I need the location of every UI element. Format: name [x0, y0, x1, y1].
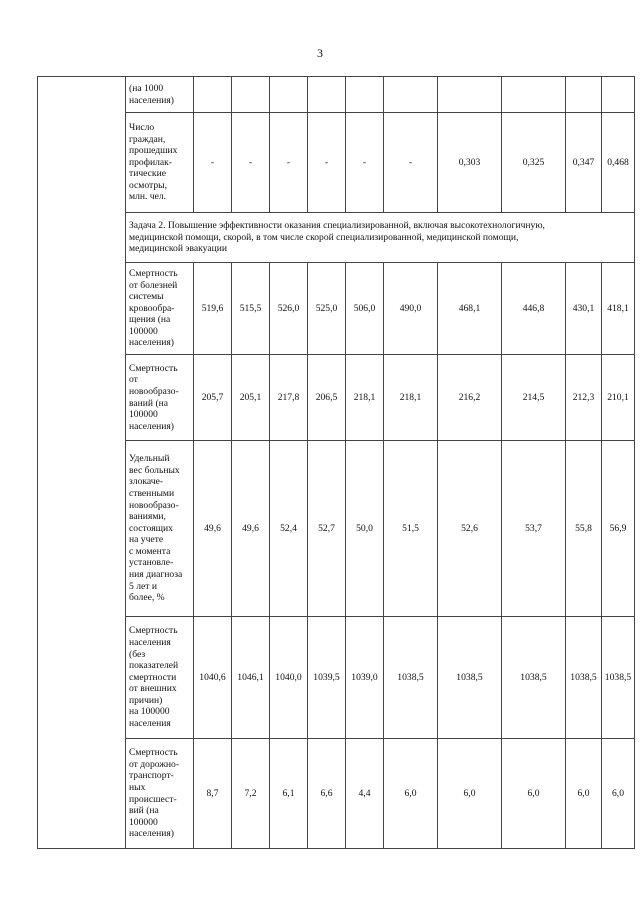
value-cell: 430,1: [566, 263, 602, 355]
indicator-label-line: Удельный: [129, 453, 170, 465]
value-cell: 525,0: [308, 263, 346, 355]
indicator-label-line: происшест-: [129, 793, 177, 805]
value-cell: 6,0: [384, 739, 438, 849]
indicator-label-line: Смертность: [129, 625, 178, 637]
indicator-label: [126, 617, 194, 739]
task-heading-line: Задача 2. Повышение эффективности оказания специализированной, включая высокотехнологичную,: [129, 220, 545, 232]
value-cell: [308, 77, 346, 113]
indicator-label-line: 100000: [129, 409, 158, 421]
value-cell: 216,2: [438, 355, 502, 441]
indicator-label: [126, 77, 194, 113]
indicator-label-line: млн. чел.: [129, 191, 167, 203]
indicator-label-line: на 100000: [129, 706, 170, 718]
indicator-label-line: новообразо-: [129, 385, 179, 397]
value-cell: 1046,1: [232, 617, 270, 739]
indicator-label-line: Смертность: [129, 267, 178, 279]
value-cell: 8,7: [194, 739, 232, 849]
table-row: [38, 263, 635, 355]
value-cell: 52,6: [438, 441, 502, 617]
indicator-label-line: от дорожно-: [129, 758, 180, 770]
indicator-label-line: Число: [129, 121, 155, 133]
value-cell: [270, 77, 308, 113]
value-cell: -: [384, 113, 438, 213]
indicator-label-line: ных: [129, 781, 146, 793]
value-cell: 214,5: [502, 355, 566, 441]
indicator-label-line: системы: [129, 291, 164, 303]
task-heading-line: медицинской помощи, скорой, в том числе скорой специализированной, медицинской помощи,: [129, 231, 519, 243]
indicator-label-line: населения): [129, 420, 174, 432]
value-cell: 6,6: [308, 739, 346, 849]
value-cell: 468,1: [438, 263, 502, 355]
section-column-cell: [38, 77, 126, 849]
value-cell: [566, 77, 602, 113]
indicator-label-line: показателей: [129, 660, 179, 672]
value-cell: 1038,5: [384, 617, 438, 739]
indicator-label-line: вий (на: [129, 805, 159, 817]
indicator-label-line: прошедших: [129, 145, 178, 157]
table-row: [38, 739, 635, 849]
value-cell: [438, 77, 502, 113]
value-cell: [346, 77, 384, 113]
value-cell: 515,5: [232, 263, 270, 355]
indicator-label-line: причин): [129, 694, 163, 706]
value-cell: -: [308, 113, 346, 213]
indicator-label: [126, 263, 194, 355]
value-cell: 56,9: [602, 441, 635, 617]
indicator-label-line: злокаче-: [129, 476, 164, 488]
value-cell: 205,7: [194, 355, 232, 441]
value-cell: 205,1: [232, 355, 270, 441]
indicator-label-line: от внешних: [129, 683, 177, 695]
indicator-label-line: от болезней: [129, 279, 178, 291]
indicator-label-line: от: [129, 374, 138, 386]
value-cell: 418,1: [602, 263, 635, 355]
table-row: [38, 113, 635, 213]
value-cell: 49,6: [232, 441, 270, 617]
value-cell: [384, 77, 438, 113]
task-row: [38, 213, 635, 263]
indicator-label-line: Смертность: [129, 747, 178, 759]
value-cell: 1038,5: [602, 617, 635, 739]
value-cell: 6,0: [602, 739, 635, 849]
table-row: [38, 77, 635, 113]
value-cell: 1040,6: [194, 617, 232, 739]
value-cell: 55,8: [566, 441, 602, 617]
indicator-label-line: населения): [129, 828, 174, 840]
value-cell: 490,0: [384, 263, 438, 355]
value-cell: 218,1: [346, 355, 384, 441]
indicator-label-line: состоящих: [129, 522, 173, 534]
indicators-table: [37, 76, 635, 849]
indicator-label: [126, 355, 194, 441]
value-cell: 206,5: [308, 355, 346, 441]
value-cell: 506,0: [346, 263, 384, 355]
indicator-label: [126, 739, 194, 849]
indicator-label-line: населения: [129, 636, 171, 648]
indicator-label-line: транспорт-: [129, 770, 174, 782]
value-cell: 52,4: [270, 441, 308, 617]
value-cell: -: [346, 113, 384, 213]
indicator-label-line: 5 лет и: [129, 580, 157, 592]
indicator-label-line: 100000: [129, 325, 158, 337]
value-cell: 49,6: [194, 441, 232, 617]
table-row: [38, 617, 635, 739]
value-cell: -: [194, 113, 232, 213]
value-cell: 1039,0: [346, 617, 384, 739]
value-cell: [502, 77, 566, 113]
value-cell: 212,3: [566, 355, 602, 441]
indicator-label-line: щения (на: [129, 314, 171, 326]
indicator-label-line: граждан,: [129, 133, 166, 145]
value-cell: 6,1: [270, 739, 308, 849]
indicator-label: [126, 441, 194, 617]
value-cell: 51,5: [384, 441, 438, 617]
indicator-label-line: смертности: [129, 671, 177, 683]
task-heading-line: медицинской эвакуации: [129, 243, 228, 255]
indicator-label-line: (без: [129, 648, 146, 660]
indicator-label-line: более, %: [129, 592, 165, 604]
value-cell: 1038,5: [438, 617, 502, 739]
value-cell: 52,7: [308, 441, 346, 617]
table-row: [38, 355, 635, 441]
value-cell: 1038,5: [502, 617, 566, 739]
value-cell: 6,0: [502, 739, 566, 849]
value-cell: 4,4: [346, 739, 384, 849]
value-cell: 446,8: [502, 263, 566, 355]
indicator-label-line: населения): [129, 94, 174, 106]
indicator-label-line: вес больных: [129, 464, 180, 476]
page-number: 3: [317, 46, 323, 60]
value-cell: -: [270, 113, 308, 213]
value-cell: 6,0: [438, 739, 502, 849]
value-cell: 1040,0: [270, 617, 308, 739]
value-cell: 1038,5: [566, 617, 602, 739]
value-cell: 53,7: [502, 441, 566, 617]
indicator-label-line: новообразо-: [129, 499, 179, 511]
indicator-label-line: тические: [129, 168, 166, 180]
value-cell: 7,2: [232, 739, 270, 849]
indicator-label-line: с момента: [129, 545, 171, 557]
value-cell: 217,8: [270, 355, 308, 441]
indicator-label-line: Смертность: [129, 362, 178, 374]
indicator-label-line: ваниями,: [129, 511, 166, 523]
indicator-label-line: ния диагноза: [129, 569, 183, 581]
value-cell: 1039,5: [308, 617, 346, 739]
indicator-label-line: населения: [129, 718, 171, 730]
value-cell: [194, 77, 232, 113]
indicator-label-line: (на 1000: [129, 82, 164, 94]
indicator-label-line: осмотры,: [129, 179, 167, 191]
value-cell: 50,0: [346, 441, 384, 617]
indicator-label-line: ваний (на: [129, 397, 169, 409]
value-cell: [602, 77, 635, 113]
indicator-label: [126, 113, 194, 213]
value-cell: 6,0: [566, 739, 602, 849]
indicator-label-line: установле-: [129, 557, 174, 569]
value-cell: 0,325: [502, 113, 566, 213]
indicator-label-line: кровообра-: [129, 302, 175, 314]
value-cell: -: [232, 113, 270, 213]
indicator-label-line: населения): [129, 337, 174, 349]
value-cell: 519,6: [194, 263, 232, 355]
task-heading: [126, 213, 635, 263]
indicator-label-line: 100000: [129, 816, 158, 828]
value-cell: [232, 77, 270, 113]
value-cell: 0,347: [566, 113, 602, 213]
value-cell: 210,1: [602, 355, 635, 441]
table-row: [38, 441, 635, 617]
value-cell: 0,468: [602, 113, 635, 213]
value-cell: 218,1: [384, 355, 438, 441]
indicator-label-line: профилак-: [129, 156, 172, 168]
value-cell: 526,0: [270, 263, 308, 355]
indicator-label-line: ственными: [129, 487, 175, 499]
indicator-label-line: на учете: [129, 534, 164, 546]
value-cell: 0,303: [438, 113, 502, 213]
